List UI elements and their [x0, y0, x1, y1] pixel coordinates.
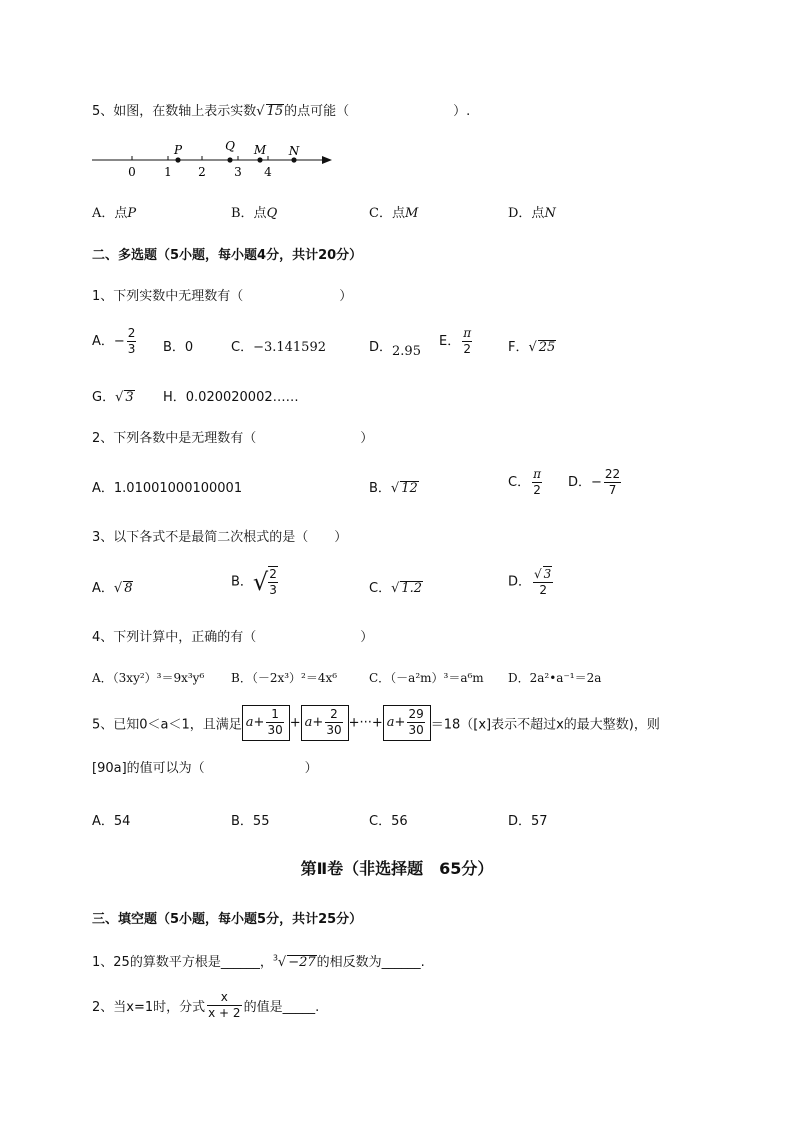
- point-dot: [257, 157, 262, 162]
- frac-den: 30: [408, 723, 424, 737]
- sqrt-sign: √: [528, 340, 537, 355]
- frac-den: 3: [127, 342, 136, 356]
- m1-option-h[interactable]: H．0.020020002……: [163, 390, 299, 405]
- section3-heading: 三、填空题（5小题，每小题5分，共计25分）: [92, 912, 363, 927]
- point-dot: [227, 157, 232, 162]
- m3-option-a[interactable]: [92, 577, 133, 596]
- m2-stem-text: 2、下列各数中是无理数有（: [92, 431, 257, 446]
- point-dot: [291, 157, 296, 162]
- m4-option-a[interactable]: A．（3xy²）³＝9x³y⁶: [92, 671, 205, 685]
- frac-num: π: [533, 467, 541, 481]
- option-value: M: [404, 206, 419, 221]
- radicand: −27: [288, 955, 316, 970]
- m4-option-b[interactable]: B．（－2x³）²＝4x⁶: [231, 671, 338, 685]
- m4-close: ）: [360, 630, 374, 645]
- m4-option-c[interactable]: C．（－a²m）³＝a⁶m: [369, 671, 484, 685]
- tick-label: 2: [198, 165, 206, 179]
- m1-option-f[interactable]: [508, 336, 556, 355]
- fraction: [604, 467, 621, 498]
- f2-stem: [92, 990, 319, 1021]
- m2-stem: [92, 427, 373, 446]
- m5-option-d[interactable]: D．57: [508, 814, 548, 829]
- fraction: [207, 990, 241, 1021]
- floor-bracket: a+ $\frac{1}{30}$: [242, 705, 290, 741]
- part2-title: 第Ⅱ卷（非选择题 65分）: [300, 859, 494, 878]
- sqrt-sign: √: [256, 104, 265, 119]
- f1-stem: [92, 951, 425, 970]
- frac-num: 29: [408, 707, 424, 721]
- option-label: D．: [369, 340, 393, 355]
- option-label: D．: [508, 574, 532, 590]
- frac-num: 2: [269, 567, 277, 581]
- frac-num: 2: [127, 326, 136, 340]
- m1-option-e[interactable]: [439, 326, 474, 357]
- frac-num: 1: [266, 707, 283, 723]
- frac-num: x: [207, 990, 241, 1006]
- frac-den: 2: [539, 583, 547, 597]
- fraction: [462, 326, 472, 357]
- option-label: D．−: [568, 475, 602, 490]
- m5-dots: +···+: [348, 715, 383, 731]
- q5-option-b[interactable]: [231, 202, 277, 221]
- q5-option-a[interactable]: [92, 202, 136, 221]
- m5-line2: [92, 757, 318, 776]
- tick-label: 1: [164, 165, 172, 179]
- option-label: B．点: [231, 206, 267, 221]
- m2-option-c[interactable]: [508, 467, 544, 498]
- m1-stem: [92, 285, 352, 304]
- option-label: A．−: [92, 334, 125, 349]
- option-value: P: [127, 206, 137, 221]
- frac-den: 7: [608, 483, 617, 497]
- frac-den: 2: [463, 342, 471, 356]
- option-label: A．: [92, 581, 114, 596]
- m5-line2-text: [90a]的值可以为（: [92, 761, 205, 776]
- floor-bracket: a+ $\frac{2}{30}$: [301, 705, 349, 741]
- point-dot: [175, 157, 180, 162]
- q5-stem-end: ）.: [453, 104, 471, 119]
- sqrt-sign: √: [390, 481, 400, 496]
- m4-stem-text: 4、下列计算中，正确的有（: [92, 630, 257, 645]
- m2-option-b[interactable]: [369, 477, 419, 496]
- number-line: [88, 136, 338, 182]
- fraction: [325, 707, 342, 738]
- option-label: F．: [508, 340, 529, 355]
- f2-suffix: 的值是_____.: [243, 1000, 320, 1015]
- sqrt-sign: √: [391, 581, 400, 596]
- option-label: A．点: [92, 206, 128, 221]
- fraction: [127, 326, 137, 357]
- option-label: C．: [231, 340, 254, 355]
- m3-stem: [92, 526, 347, 545]
- m5-option-c[interactable]: C．56: [369, 814, 408, 829]
- floor-bracket: a+ $\frac{29}{30}$: [383, 705, 431, 741]
- frac-den: x + 2: [208, 1006, 241, 1020]
- m2-close: ）: [360, 431, 374, 446]
- option-value: 2.95: [392, 344, 421, 359]
- radicand: 3: [125, 390, 134, 405]
- q5-stem-text: 5、如图，在数轴上表示实数: [92, 104, 257, 119]
- q5-stem: [92, 100, 470, 119]
- cube-index: 3: [272, 953, 278, 963]
- sqrt-sign: √: [115, 390, 124, 405]
- radicand: 25: [538, 340, 556, 355]
- option-label: D．点: [508, 206, 545, 221]
- f2-prefix: 2、当x=1时，分式: [92, 1000, 206, 1015]
- m5-stem: 5、已知0＜a＜1，且满足 a+ $\frac{1}{30}$ + a+ $\frac{2}{30}$ +···+ a+ $\frac{29}{30}$ ＝18（[x]表示不超过x的最大整数)，则: [92, 705, 660, 741]
- m1-option-g[interactable]: [92, 386, 135, 405]
- fraction: [533, 566, 553, 598]
- fraction: [268, 566, 278, 598]
- m5-close: ）: [304, 761, 318, 776]
- tick-label: 4: [264, 165, 272, 179]
- m1-close: ）: [339, 289, 353, 304]
- frac-den: 2: [533, 483, 541, 497]
- option-label: G．: [92, 390, 116, 405]
- m3-option-c[interactable]: [369, 577, 423, 596]
- frac-den: 30: [267, 723, 283, 737]
- f1-prefix: 1、25的算数平方根是______，: [92, 955, 273, 970]
- m1-option-c[interactable]: [231, 336, 326, 355]
- point-label: M: [253, 143, 267, 157]
- option-label: C．: [508, 475, 531, 490]
- m3-close: ）: [334, 530, 348, 545]
- m2-option-a[interactable]: A．1.01001000100001: [92, 481, 243, 496]
- m5-note: （[x]表示不超过x的最大整数)，则: [460, 717, 660, 733]
- frac-den: 3: [269, 583, 277, 597]
- point-label: Q: [225, 139, 235, 153]
- point-label: P: [173, 143, 183, 157]
- option-label: C．: [369, 581, 392, 596]
- section2-heading: 二、多选题（5小题，每小题4分，共计20分）: [92, 248, 363, 263]
- m1-option-b[interactable]: B．0: [163, 340, 194, 355]
- option-label: B．: [231, 574, 253, 590]
- sqrt-sign: √: [113, 581, 123, 596]
- q5-option-c[interactable]: [369, 202, 418, 221]
- m5-option-b[interactable]: B．55: [231, 814, 270, 829]
- m2-option-d[interactable]: [568, 467, 623, 498]
- radicand: 8: [124, 581, 133, 596]
- axis-arrow: [322, 156, 332, 164]
- option-value: −3.141592: [253, 340, 326, 355]
- m5-option-a[interactable]: A．54: [92, 814, 131, 829]
- m1-option-d[interactable]: [369, 336, 421, 359]
- fraction: [266, 707, 283, 738]
- f1-suffix: 的相反数为______.: [316, 955, 425, 970]
- radicand: 3: [543, 567, 552, 581]
- option-label: E．: [439, 334, 461, 349]
- tick-label: 0: [128, 165, 136, 179]
- fraction: [407, 707, 424, 738]
- radicand: 1.2: [401, 581, 423, 596]
- m4-option-d[interactable]: D．2a²•a⁻¹＝2a: [508, 671, 602, 685]
- fraction: [532, 467, 542, 498]
- m1-option-a[interactable]: [92, 326, 138, 357]
- q5-option-d[interactable]: [508, 202, 556, 221]
- m3-stem-text: 3、以下各式不是最简二次根式的是（: [92, 530, 309, 545]
- point-label: N: [288, 144, 300, 158]
- m5-prefix: 5、已知0＜a＜1，且满足: [92, 717, 242, 733]
- option-value: N: [544, 206, 556, 221]
- frac-num: 22: [604, 467, 621, 481]
- m1-stem-text: 1、下列实数中无理数有（: [92, 289, 244, 304]
- frac-num: √ 3: [534, 567, 552, 581]
- tick-label: 3: [234, 165, 242, 179]
- option-label: C．点: [369, 206, 405, 221]
- option-value: Q: [266, 206, 278, 221]
- m4-stem: [92, 626, 373, 645]
- sqrt-sign: √: [252, 568, 269, 596]
- frac-den: 30: [326, 723, 342, 737]
- m5-eq: ＝18: [430, 717, 461, 733]
- m3-option-d[interactable]: [508, 566, 555, 598]
- radicand: 12: [401, 481, 418, 496]
- m3-option-b[interactable]: [231, 566, 280, 598]
- frac-num: 2: [325, 707, 342, 723]
- option-label: B．: [369, 481, 391, 496]
- frac-num: π: [463, 326, 472, 340]
- sqrt-sign: √: [277, 955, 287, 970]
- q5-radicand: 15: [266, 104, 284, 119]
- q5-stem-suffix: 的点可能（: [284, 104, 350, 119]
